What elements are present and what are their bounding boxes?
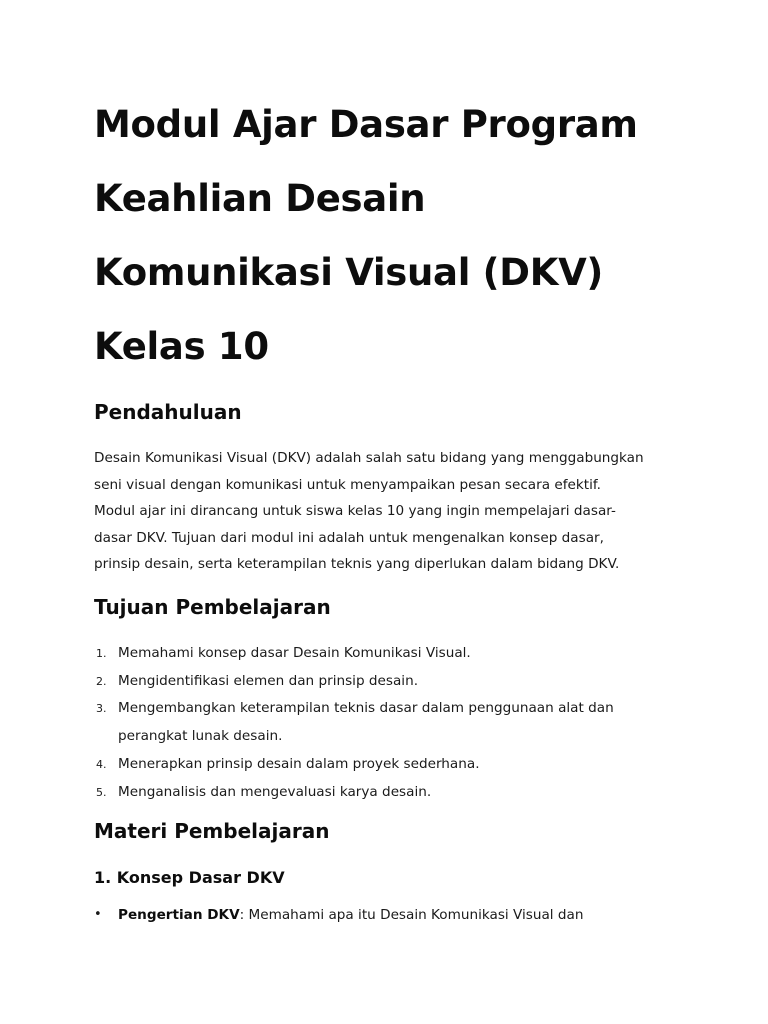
- paragraph-line: prinsip desain, serta keterampilan teknis yang diperlukan dalam bidang DKV.: [94, 556, 620, 572]
- bullet-icon: •: [94, 907, 102, 922]
- document-page: [94, 0, 684, 923]
- list-item-text: Memahami konsep dasar Desain Komunikasi Visual.: [118, 645, 471, 661]
- list-item: [94, 640, 614, 668]
- konsep-bullet-list: [94, 902, 583, 928]
- subsection-heading-konsep: 1. Konsep Dasar DKV: [94, 868, 285, 887]
- section-heading-tujuan: Tujuan Pembelajaran: [94, 595, 331, 619]
- section-heading-pendahuluan: Pendahuluan: [94, 400, 242, 424]
- list-item-text: perangkat lunak desain.: [118, 728, 283, 745]
- bullet-item: [94, 902, 583, 928]
- title-line: Komunikasi Visual (DKV): [94, 251, 604, 294]
- pendahuluan-paragraph: [94, 445, 644, 578]
- title-line: Kelas 10: [94, 325, 269, 368]
- paragraph-line: Desain Komunikasi Visual (DKV) adalah salah satu bidang yang menggabungkan: [94, 450, 644, 466]
- list-item-text: Menganalisis dan mengevaluasi karya desain.: [118, 783, 432, 800]
- paragraph-line: Modul ajar ini dirancang untuk siswa kelas 10 yang ingin mempelajari dasar-: [94, 503, 616, 519]
- list-item: [94, 668, 614, 696]
- list-item-text: Mengidentifikasi elemen dan prinsip desain.: [118, 672, 419, 689]
- title-line: Keahlian Desain: [94, 177, 426, 220]
- list-item: [94, 751, 614, 779]
- list-number: 3.: [96, 702, 107, 716]
- bullet-text: : Memahami apa itu Desain Komunikasi Visual dan: [239, 907, 584, 923]
- list-number: 1.: [96, 647, 107, 660]
- list-number: 5.: [96, 785, 107, 799]
- document-title: [94, 0, 684, 384]
- paragraph-line: dasar DKV. Tujuan dari modul ini adalah untuk mengenalkan konsep dasar,: [94, 529, 604, 546]
- list-item-text: Menerapkan prinsip desain dalam proyek sederhana.: [118, 755, 480, 772]
- title-line: Modul Ajar Dasar Program: [94, 103, 638, 146]
- section-heading-materi: Materi Pembelajaran: [94, 819, 330, 843]
- bullet-term: Pengertian DKV: [118, 907, 240, 923]
- list-number: 2.: [96, 674, 107, 688]
- list-number: 4.: [96, 757, 107, 771]
- tujuan-list: [94, 640, 614, 806]
- paragraph-line: seni visual dengan komunikasi untuk menyampaikan pesan secara efektif.: [94, 476, 601, 493]
- list-item: [94, 779, 614, 807]
- list-item-text: Mengembangkan keterampilan teknis dasar dalam penggunaan alat dan: [118, 700, 614, 717]
- list-item: [94, 695, 614, 750]
